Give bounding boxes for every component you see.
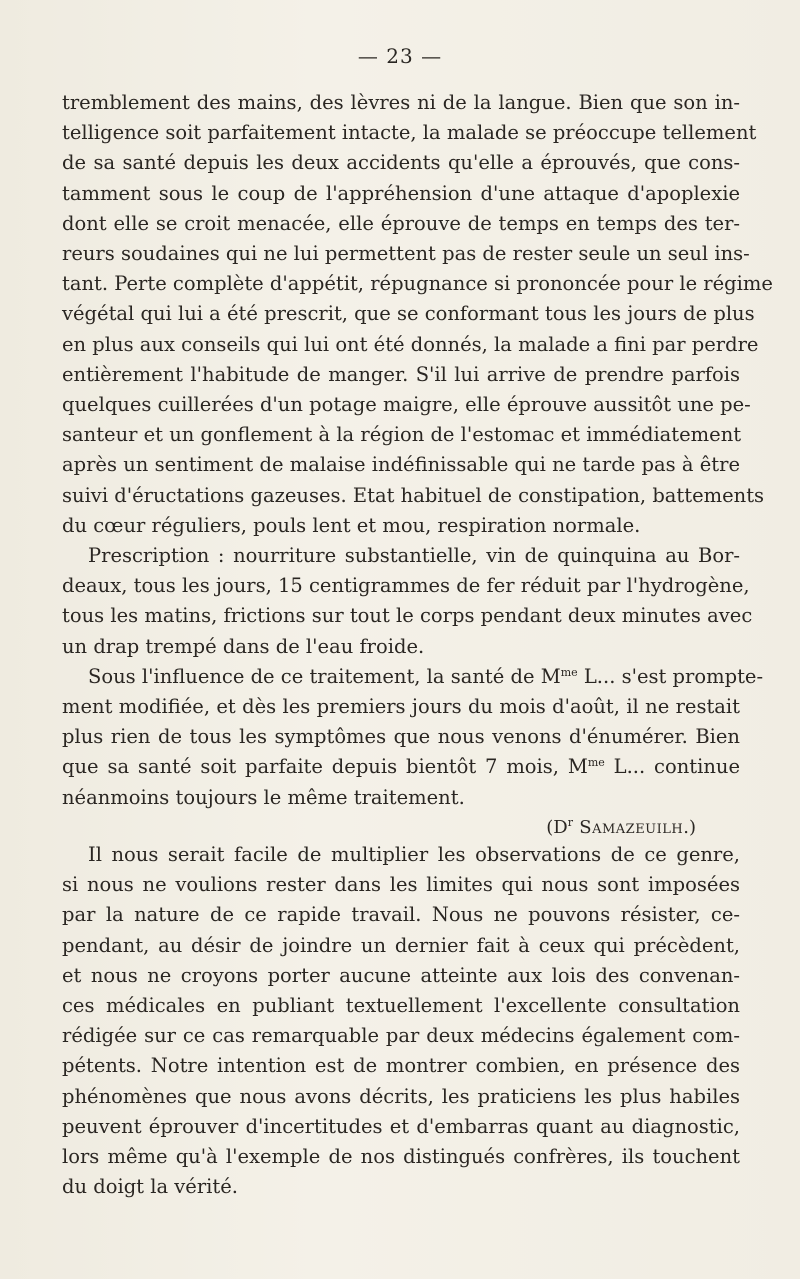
text-line: quelques cuillerées d'un potage maigre, elle éprouve aussitôt une pe- [62,393,751,417]
text-line: suivi d'éructations gazeuses. Etat habituel de constipation, battements [62,483,765,507]
body-text-upper [62,88,773,843]
text-line: santeur et un gonflement à la région de l'estomac et immédiatement [62,423,742,447]
superscript: me [560,665,578,679]
paragraph-introduction-consultation [62,840,740,1202]
text-segment: L... s'est prompte- [577,664,764,688]
text-line: de sa santé depuis les deux accidents qu'elle a éprouvés, que cons- [62,151,740,175]
text-line: ment modifiée, et dès les premiers jours du mois d'août, il ne restait [62,695,740,719]
text-line: plus rien de tous les symptômes que nous venons d'énumérer. Bien [62,725,740,749]
author-signature [62,813,740,843]
text-segment: que sa santé soit parfaite depuis bientôt 7 mois, M [62,755,588,779]
text-line: dont elle se croit menacée, elle éprouve de temps en temps des ter- [62,211,740,235]
text-line: du doigt la vérité. [62,1175,238,1199]
text-line: pendant, au désir de joindre un dernier fait à ceux qui précèdent, [62,933,740,957]
text-line: lors même qu'à l'exemple de nos distingués confrères, ils touchent [62,1145,740,1169]
text-line: deaux, tous les jours, 15 centigrammes de fer réduit par l'hydrogène, [62,574,750,598]
text-line: tous les matins, frictions sur tout le corps pendant deux minutes avec [62,604,753,628]
text-line: telligence soit parfaitement intacte, la malade se préoccupe tellement [62,121,757,145]
text-segment: L... continue [604,755,740,779]
text-line: ces médicales en publiant textuellement l'excellente consultation [62,994,740,1018]
text-line: phénomènes que nous avons décrits, les praticiens les plus habiles [62,1084,740,1108]
superscript: me [587,756,605,770]
text-line: par la nature de ce rapide travail. Nous ne pouvons résister, ce- [62,903,740,927]
text-line: Il nous serait facile de multiplier les observations de ce genre, [88,843,740,866]
text-line: et nous ne croyons porter aucune atteinte aux lois des convenan- [62,963,740,987]
text-line: reurs soudaines qui ne lui permettent pas de rester seule un seul ins- [62,242,750,266]
text-line: si nous ne voulions rester dans les limites qui nous sont imposées [62,873,740,897]
text-line: entièrement l'habitude de manger. S'il lui arrive de prendre parfois [62,362,740,386]
text-line: rédigée sur ce cas remarquable par deux médecins également com- [62,1024,740,1048]
text-line: après un sentiment de malaise indéfinissable qui ne tarde pas à être [62,453,740,477]
text-line [62,662,764,692]
body-text-lower [62,840,740,1202]
page-number: — 23 — [357,44,443,68]
text-line: néanmoins toujours le même traitement. [62,785,465,809]
paragraph-treatment-outcome [62,662,764,813]
text-line: Prescription : nourriture substantielle, vin de quinquina au Bor- [88,544,740,568]
text-line: végétal qui lui a été prescrit, que se conformant tous les jours de plus [62,302,755,326]
signature-suffix: .) [683,816,696,838]
text-line [62,752,740,782]
text-line: tamment sous le coup de l'appréhension d'une attaque d'apoplexie [62,181,740,205]
signature-prefix: (D [546,816,568,838]
signature-name: Samazeuilh [573,816,684,838]
text-line: un drap trempé dans de l'eau froide. [62,634,425,658]
text-line: peuvent éprouver d'incertitudes et d'embarras quant au diagnostic, [62,1114,740,1138]
text-line: tant. Perte complète d'appétit, répugnance si prononcée pour le régime [62,272,773,296]
text-line: tremblement des mains, des lèvres ni de la langue. Bien que son in- [62,91,740,114]
text-line: en plus aux conseils qui lui ont été donnés, la malade a fini par perdre [62,332,759,356]
text-segment: Sous l'influence de ce traitement, la santé de M [88,664,561,688]
text-line: du cœur réguliers, pouls lent et mou, respiration normale. [62,513,641,537]
paragraph-symptoms [62,88,773,541]
text-line: pétents. Notre intention est de montrer combien, en présence des [62,1054,740,1078]
paragraph-prescription [62,541,753,662]
signature-superscript: r [567,815,574,829]
